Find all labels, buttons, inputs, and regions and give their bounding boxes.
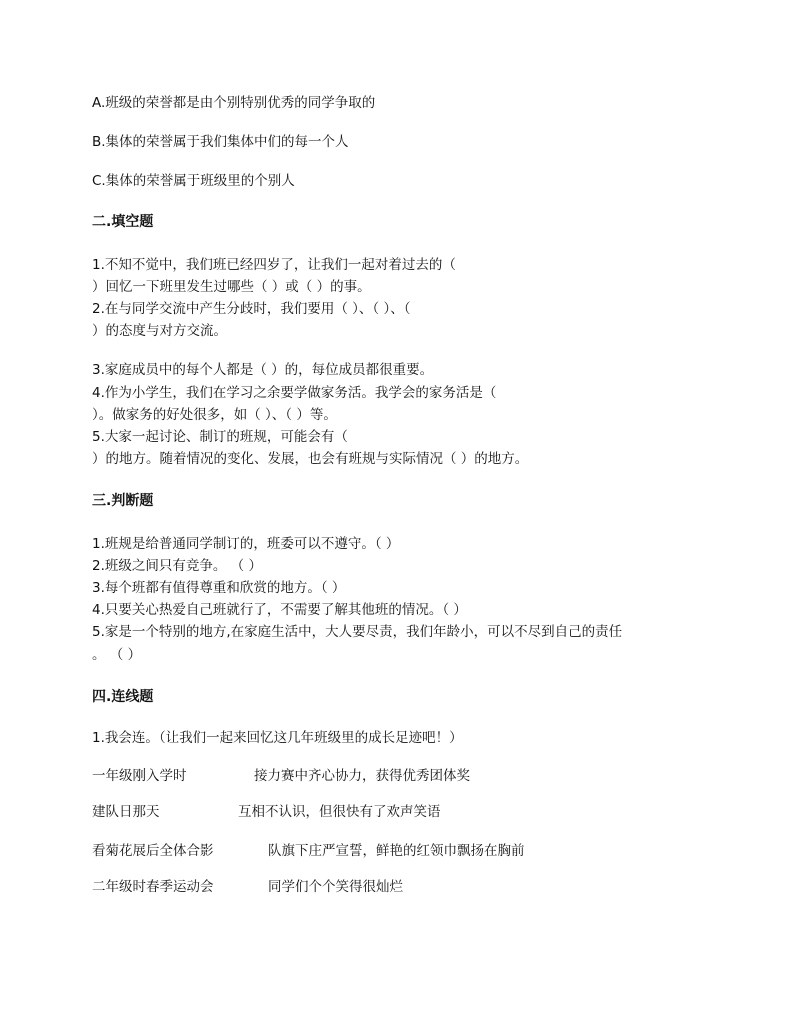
matching-right-item[interactable]: 同学们个个笑得很灿烂 [268, 879, 403, 895]
choice-option-c: C.集体的荣誉属于班级里的个别人 [92, 173, 295, 189]
fill-blank-line: 2.在与同学交流中产生分歧时，我们要用（ ）、（ ）、（ [92, 301, 411, 317]
true-false-heading: 三.判断题 [92, 493, 154, 509]
true-false-line: 2.班级之间只有竞争。 （ ） [92, 558, 262, 574]
true-false-line: 。 （ ） [92, 647, 142, 663]
matching-heading: 四.连线题 [92, 689, 154, 705]
matching-left-item[interactable]: 二年级时春季运动会 [92, 879, 214, 895]
fill-blank-line: 3.家庭成员中的每个人都是（ ）的，每位成员都很重要。 [92, 362, 434, 378]
fill-blank-line: 5.大家一起讨论、制订的班规，可能会有（ [92, 429, 348, 445]
choice-option-b: B.集体的荣誉属于我们集体中们的每一个人 [92, 134, 349, 150]
matching-left-item[interactable]: 看菊花展后全体合影 [92, 843, 214, 859]
fill-blank-heading: 二.填空题 [92, 214, 154, 230]
fill-blank-line: ）的地方。随着情况的变化、发展，也会有班规与实际情况（ ）的地方。 [92, 451, 529, 467]
true-false-line: 4.只要关心热爱自己班就行了，不需要了解其他班的情况。（ ） [92, 602, 467, 618]
fill-blank-line: ）的态度与对方交流。 [92, 323, 227, 339]
true-false-line: 3.每个班都有值得尊重和欣赏的地方。（ ） [92, 580, 346, 596]
matching-left-item[interactable]: 一年级刚入学时 [92, 768, 187, 784]
matching-intro: 1.我会连。（让我们一起来回忆这几年班级里的成长足迹吧！） [92, 730, 463, 746]
fill-blank-line: ）。做家务的好处很多，如（ ）、（ ）等。 [92, 407, 337, 423]
true-false-line: 1.班规是给普通同学制订的，班委可以不遵守。（ ） [92, 536, 400, 552]
choice-option-a: A.班级的荣誉都是由个别特别优秀的同学争取的 [92, 95, 376, 111]
matching-right-item[interactable]: 队旗下庄严宣誓，鲜艳的红领巾飘扬在胸前 [268, 843, 525, 859]
fill-blank-line: 1.不知不觉中，我们班已经四岁了，让我们一起对着过去的（ [92, 257, 456, 273]
fill-blank-line: ）回忆一下班里发生过哪些（ ）或（ ）的事。 [92, 279, 371, 295]
fill-blank-line: 4.作为小学生，我们在学习之余要学做家务活。我学会的家务活是（ [92, 385, 497, 401]
matching-right-item[interactable]: 接力赛中齐心协力，获得优秀团体奖 [254, 768, 470, 784]
matching-left-item[interactable]: 建队日那天 [92, 804, 160, 820]
matching-right-item[interactable]: 互相不认识，但很快有了欢声笑语 [238, 804, 441, 820]
true-false-line: 5.家是一个特别的地方,在家庭生活中，大人要尽责，我们年龄小，可以不尽到自己的责任 [92, 624, 623, 640]
